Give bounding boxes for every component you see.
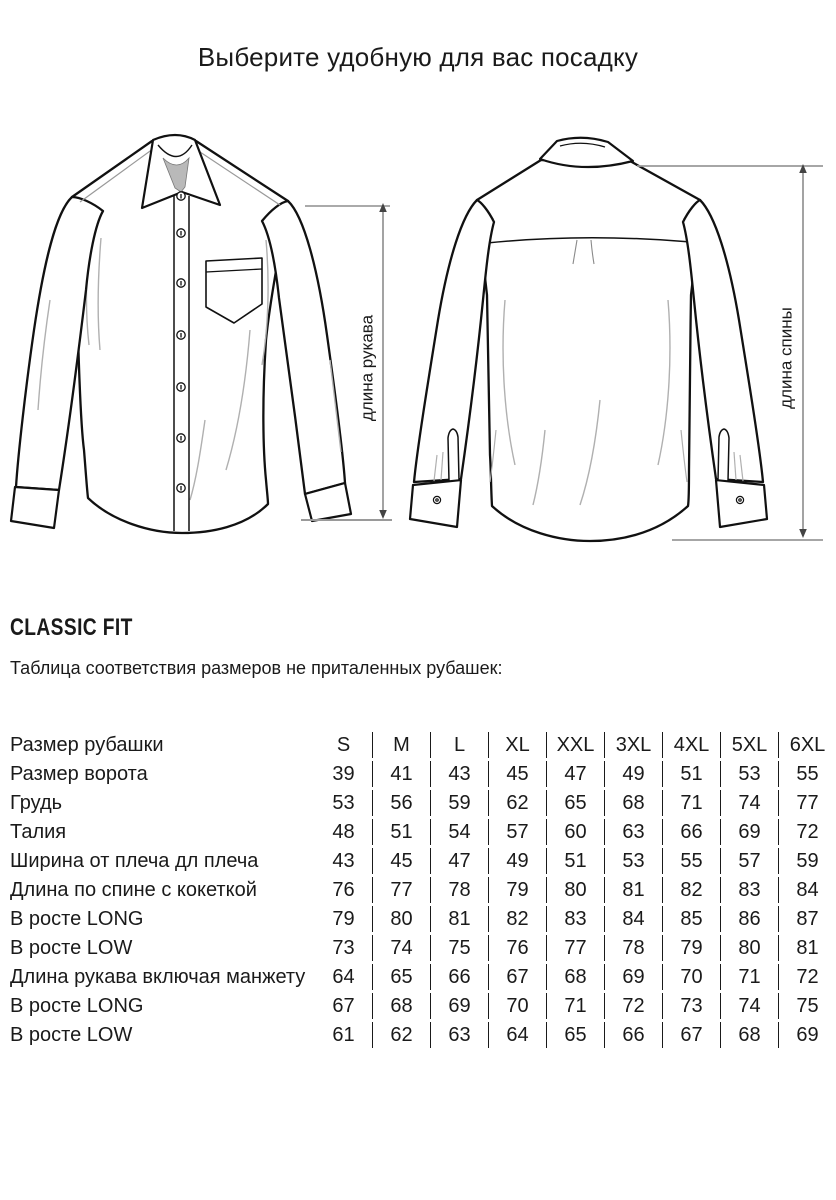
table-cell: 55 <box>796 763 819 785</box>
table-cell: 68 <box>547 964 605 990</box>
size-table <box>10 729 836 1051</box>
table-row <box>10 993 836 1019</box>
right-sleeve-placket <box>718 429 729 481</box>
table-cell: 79 <box>489 877 547 903</box>
table-cell: 4XL <box>663 732 721 758</box>
row-label: Длина по спине с кокеткой <box>10 879 257 901</box>
table-cell: 80 <box>721 935 779 961</box>
table-cell: 81 <box>796 937 819 959</box>
table-cell: 78 <box>431 877 489 903</box>
table-cell: 71 <box>663 790 721 816</box>
arrow-down-icon <box>799 529 807 538</box>
table-cell: 65 <box>373 964 431 990</box>
table-cell: 82 <box>663 877 721 903</box>
size-table-body <box>10 732 836 1048</box>
row-label: Талия <box>10 821 67 843</box>
table-cell: 62 <box>373 1022 431 1048</box>
table-cell: 86 <box>721 906 779 932</box>
table-cell: 83 <box>721 877 779 903</box>
table-cell: 83 <box>547 906 605 932</box>
back-length-label: длина спины <box>776 307 796 409</box>
row-label: Грудь <box>10 792 63 814</box>
table-cell: 66 <box>663 819 721 845</box>
table-cell: 81 <box>431 906 489 932</box>
table-cell: 73 <box>663 993 721 1019</box>
table-cell: 76 <box>489 935 547 961</box>
table-cell: 77 <box>373 877 431 903</box>
table-cell: 85 <box>663 906 721 932</box>
table-cell: 79 <box>315 906 373 932</box>
table-cell: 43 <box>431 761 489 787</box>
table-cell: 80 <box>373 906 431 932</box>
table-cell: 56 <box>373 790 431 816</box>
table-cell: 77 <box>547 935 605 961</box>
table-cell: 66 <box>605 1022 663 1048</box>
table-cell: 64 <box>489 1022 547 1048</box>
row-label: Размер рубашки <box>10 734 164 756</box>
table-cell: 65 <box>547 790 605 816</box>
table-cell: 53 <box>315 790 373 816</box>
table-cell: 60 <box>547 819 605 845</box>
table-cell: 57 <box>721 848 779 874</box>
table-cell: 70 <box>663 964 721 990</box>
table-cell: 72 <box>796 821 819 843</box>
shirt-front-right-sleeve <box>262 201 345 494</box>
table-cell: 69 <box>721 819 779 845</box>
table-row <box>10 790 836 816</box>
table-cell: 3XL <box>605 732 663 758</box>
table-row <box>10 906 836 932</box>
table-cell: 81 <box>605 877 663 903</box>
table-row <box>10 877 836 903</box>
table-cell: M <box>373 732 431 758</box>
table-cell: 69 <box>431 993 489 1019</box>
table-cell: 71 <box>547 993 605 1019</box>
shirt-back-view <box>410 138 767 541</box>
table-cell: 75 <box>431 935 489 961</box>
table-cell: 66 <box>431 964 489 990</box>
table-cell: 74 <box>373 935 431 961</box>
shirt-diagram <box>0 110 836 600</box>
table-cell: 54 <box>431 819 489 845</box>
table-cell: 49 <box>605 761 663 787</box>
left-sleeve-placket <box>448 429 459 481</box>
table-cell: 77 <box>796 792 819 814</box>
table-cell: 68 <box>605 790 663 816</box>
table-cell: 45 <box>373 848 431 874</box>
table-cell: 69 <box>796 1024 819 1046</box>
table-cell: 79 <box>663 935 721 961</box>
table-cell: 75 <box>796 995 819 1017</box>
table-cell: 67 <box>489 964 547 990</box>
table-cell: 73 <box>315 935 373 961</box>
table-cell: 87 <box>796 908 819 930</box>
row-label: Длина рукава включая манжету <box>10 966 306 988</box>
table-cell: 47 <box>547 761 605 787</box>
table-cell: 64 <box>315 964 373 990</box>
table-cell: 68 <box>373 993 431 1019</box>
sleeve-length-label: длина рукава <box>357 314 377 422</box>
table-row <box>10 761 836 787</box>
table-cell: 57 <box>489 819 547 845</box>
table-cell: 53 <box>605 848 663 874</box>
table-cell: 53 <box>721 761 779 787</box>
table-cell: 41 <box>373 761 431 787</box>
table-cell: 72 <box>796 966 819 988</box>
table-cell: 51 <box>373 819 431 845</box>
arrow-up-icon <box>379 203 387 212</box>
shirt-back-body <box>477 160 700 541</box>
table-cell: 59 <box>431 790 489 816</box>
table-cell: 65 <box>547 1022 605 1048</box>
table-cell: 63 <box>605 819 663 845</box>
table-cell: 69 <box>605 964 663 990</box>
table-cell: 84 <box>605 906 663 932</box>
table-cell: 78 <box>605 935 663 961</box>
table-cell: 80 <box>547 877 605 903</box>
table-cell: 6XL <box>789 734 826 756</box>
table-cell: 43 <box>315 848 373 874</box>
table-cell: 51 <box>663 761 721 787</box>
table-cell: L <box>431 732 489 758</box>
page-title: Выберите удобную для вас посадку <box>197 42 639 72</box>
shirt-back-collar <box>540 138 633 167</box>
row-label: Ширина от плеча дл плеча <box>10 850 259 872</box>
row-label: В росте LONG <box>10 995 144 1017</box>
table-cell: 68 <box>721 1022 779 1048</box>
table-row <box>10 819 836 845</box>
row-label: Размер ворота <box>10 763 148 785</box>
table-cell: 48 <box>315 819 373 845</box>
shirt-front-left-cuff <box>11 487 59 528</box>
table-cell: 51 <box>547 848 605 874</box>
table-cell: S <box>315 732 373 758</box>
table-cell: 62 <box>489 790 547 816</box>
table-cell: 61 <box>315 1022 373 1048</box>
table-cell: 74 <box>721 790 779 816</box>
table-cell: 76 <box>315 877 373 903</box>
table-cell: XL <box>489 732 547 758</box>
table-row <box>10 732 836 758</box>
table-cell: 67 <box>315 993 373 1019</box>
table-cell: 72 <box>605 993 663 1019</box>
table-cell: 5XL <box>721 732 779 758</box>
table-row <box>10 848 836 874</box>
table-row <box>10 1022 836 1048</box>
table-cell: 70 <box>489 993 547 1019</box>
table-cell: 63 <box>431 1022 489 1048</box>
table-cell: 55 <box>663 848 721 874</box>
row-label: В росте LOW <box>10 1024 133 1046</box>
table-cell: 74 <box>721 993 779 1019</box>
table-cell: 71 <box>721 964 779 990</box>
size-table-grid <box>10 729 836 1051</box>
table-cell: XXL <box>547 732 605 758</box>
table-cell: 84 <box>796 879 819 901</box>
table-intro: Таблица соответствия размеров не приталенных рубашек: <box>10 658 503 678</box>
fit-heading: CLASSIC FIT <box>10 614 133 641</box>
table-row <box>10 964 836 990</box>
row-label: В росте LONG <box>10 908 144 930</box>
table-cell: 45 <box>489 761 547 787</box>
table-cell: 59 <box>796 850 819 872</box>
shirt-front-view <box>11 135 351 533</box>
table-cell: 67 <box>663 1022 721 1048</box>
row-label: В росте LOW <box>10 937 133 959</box>
table-cell: 82 <box>489 906 547 932</box>
table-cell: 49 <box>489 848 547 874</box>
table-cell: 39 <box>315 761 373 787</box>
table-cell: 47 <box>431 848 489 874</box>
table-row <box>10 935 836 961</box>
arrow-down-icon <box>379 510 387 519</box>
